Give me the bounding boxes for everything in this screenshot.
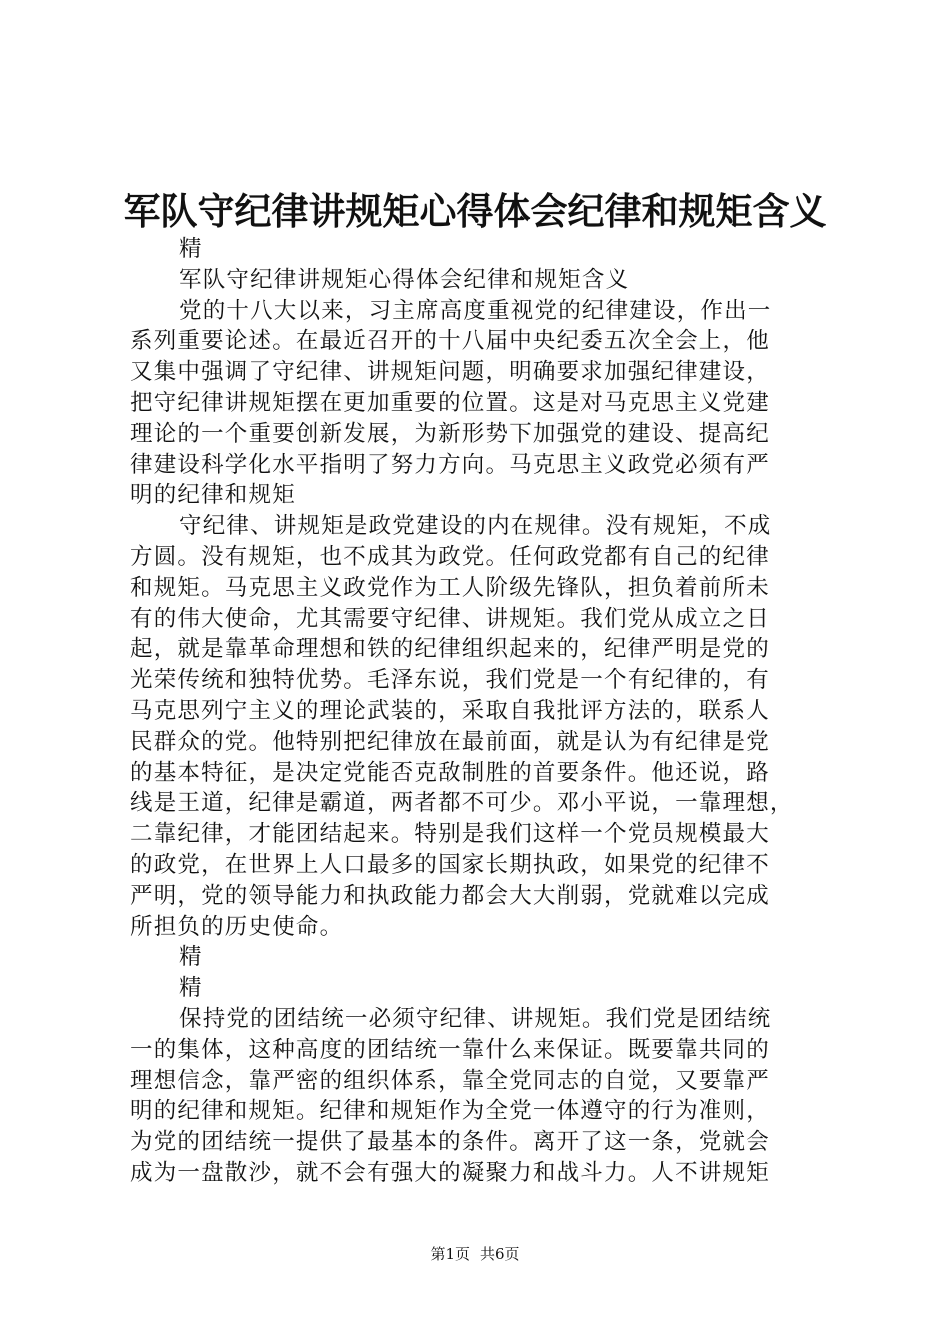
body-text-line: 线是王道，纪律是霸道，两者都不可少。邓小平说，一靠理想， xyxy=(130,790,794,817)
body-text-line: 的政党，在世界上人口最多的国家长期执政，如果党的纪律不 xyxy=(130,851,770,878)
body-text-line: 精 xyxy=(179,236,203,262)
body-text-line: 理想信念，靠严密的组织体系，靠全党同志的自觉，又要靠严 xyxy=(130,1067,770,1094)
body-text-line: 精 xyxy=(179,944,203,971)
body-text-line: 精 xyxy=(179,975,203,1002)
body-text-line: 一的集体，这种高度的团结统一靠什么来保证。既要靠共同的 xyxy=(130,1036,770,1063)
body-text-line: 民群众的党。他特别把纪律放在最前面，就是认为有纪律是党 xyxy=(130,728,770,755)
document-title: 军队守纪律讲规矩心得体会纪律和规矩含义 xyxy=(123,189,827,233)
body-text-line: 守纪律、讲规矩是政党建设的内在规律。没有规矩，不成 xyxy=(179,513,772,540)
body-text-line: 系列重要论述。在最近召开的十八届中央纪委五次全会上，他 xyxy=(130,328,770,355)
page-number-current: 第1页 xyxy=(430,1245,470,1263)
body-text-line: 光荣传统和独特优势。毛泽东说，我们党是一个有纪律的，有 xyxy=(130,667,770,694)
body-text-line: 有的伟大使命，尤其需要守纪律、讲规矩。我们党从成立之日 xyxy=(130,605,770,632)
body-text-line: 为党的团结统一提供了最基本的条件。离开了这一条，党就会 xyxy=(130,1129,770,1156)
body-text-line: 理论的一个重要创新发展，为新形势下加强党的建设、提高纪 xyxy=(130,420,770,447)
body-text-line: 马克思列宁主义的理论武装的，采取自我批评方法的，联系人 xyxy=(130,697,770,724)
body-text-line: 的基本特征，是决定党能否克敌制胜的首要条件。他还说，路 xyxy=(130,759,770,786)
body-text-line: 明的纪律和规矩 xyxy=(130,482,296,509)
body-text-line: 和规矩。马克思主义政党作为工人阶级先锋队，担负着前所未 xyxy=(130,574,770,601)
page-number-total: 共6页 xyxy=(480,1245,520,1263)
body-text-line: 保持党的团结统一必须守纪律、讲规矩。我们党是团结统 xyxy=(179,1005,772,1032)
document-body xyxy=(130,234,830,1189)
body-text-line: 方圆。没有规矩，也不成其为政党。任何政党都有自己的纪律 xyxy=(130,543,770,570)
body-text-line: 二靠纪律，才能团结起来。特别是我们这样一个党员规模最大 xyxy=(130,821,770,848)
body-text-line: 军队守纪律讲规矩心得体会纪律和规矩含义 xyxy=(179,266,630,293)
body-text-line: 把守纪律讲规矩摆在更加重要的位置。这是对马克思主义党建 xyxy=(130,389,770,416)
page-footer xyxy=(0,1243,950,1265)
body-text-line: 又集中强调了守纪律、讲规矩问题，明确要求加强纪律建设， xyxy=(130,359,770,386)
body-text-line: 明的纪律和规矩。纪律和规矩作为全党一体遵守的行为准则， xyxy=(130,1098,770,1125)
body-text-line: 成为一盘散沙，就不会有强大的凝聚力和战斗力。人不讲规矩 xyxy=(130,1159,770,1186)
body-text-line: 严明，党的领导能力和执政能力都会大大削弱，党就难以完成 xyxy=(130,882,770,909)
body-text-line: 起，就是靠革命理想和铁的纪律组织起来的，纪律严明是党的 xyxy=(130,636,770,663)
body-text-line: 党的十八大以来，习主席高度重视党的纪律建设，作出一 xyxy=(179,297,772,324)
body-text-line: 所担负的历史使命。 xyxy=(130,913,344,940)
body-text-line: 律建设科学化水平指明了努力方向。马克思主义政党必须有严 xyxy=(130,451,770,478)
